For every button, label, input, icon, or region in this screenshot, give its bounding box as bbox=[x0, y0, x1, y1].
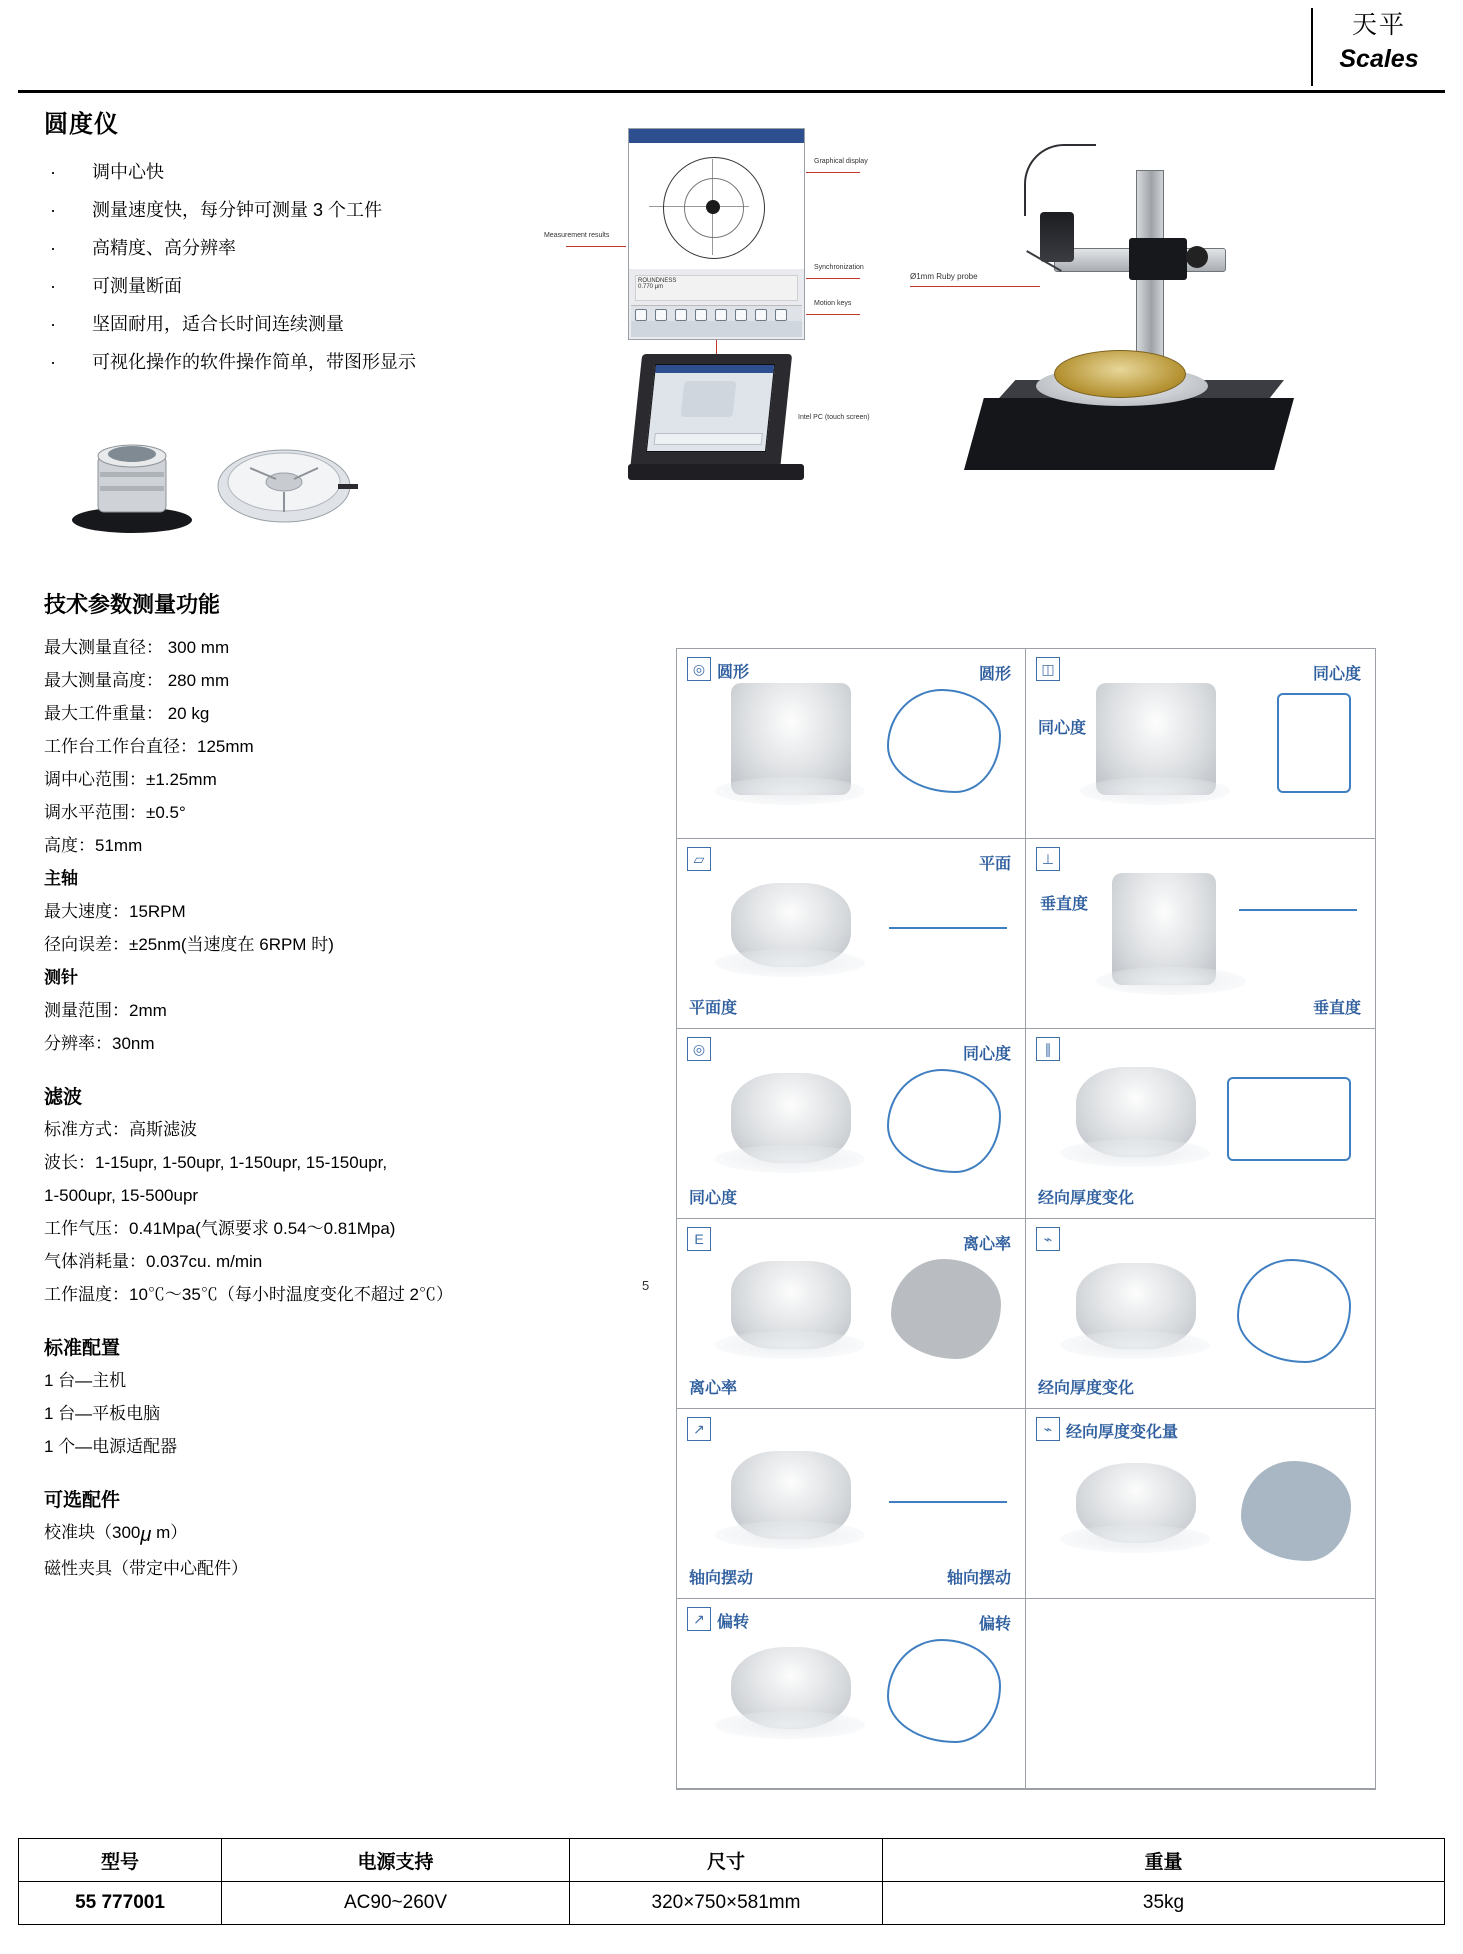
spec-line: 分辨率：30nm bbox=[44, 1034, 155, 1053]
diagram-illustration bbox=[889, 1501, 1007, 1503]
bullet-dot-icon: · bbox=[50, 314, 56, 334]
spec-line: 1 台—主机 bbox=[44, 1371, 127, 1390]
table-row bbox=[19, 1882, 1445, 1925]
ring-gauge-photo bbox=[210, 424, 360, 534]
page-title: 圆度仪 bbox=[44, 111, 119, 138]
part-illustration bbox=[731, 683, 851, 795]
toolbar-icon[interactable] bbox=[715, 309, 727, 321]
diagram-illustration bbox=[887, 689, 1001, 793]
spec-line: 标准方式：高斯滤波 bbox=[44, 1120, 197, 1139]
grid-cell bbox=[1026, 1029, 1375, 1219]
table-header-cell: 电源支持 bbox=[222, 1839, 570, 1882]
cell-label-secondary: 偏转 bbox=[978, 1616, 1011, 1633]
spec-line: 高度：51mm bbox=[44, 836, 143, 855]
cell-label-primary: 轴向摆动 bbox=[689, 1570, 754, 1587]
part-illustration bbox=[731, 883, 851, 967]
header-title-en: Scales bbox=[1339, 45, 1419, 73]
grid-cell bbox=[677, 649, 1026, 839]
callout-connector bbox=[716, 340, 717, 354]
diagram-illustration bbox=[1277, 693, 1351, 793]
toolbar-icon[interactable] bbox=[635, 309, 647, 321]
tablet-stand bbox=[628, 464, 804, 480]
software-statusbar bbox=[631, 321, 802, 337]
cell-label-primary: 经向厚度变化 bbox=[1038, 1380, 1135, 1397]
list-item bbox=[44, 305, 604, 343]
turntable-workpiece bbox=[1054, 350, 1186, 398]
software-screen-photo bbox=[544, 128, 888, 458]
product-photo-group bbox=[544, 128, 1334, 568]
bullet-dot-icon: · bbox=[50, 276, 56, 296]
spec-line: 最大速度：15RPM bbox=[44, 902, 186, 921]
table-cell-weight: 35kg bbox=[883, 1882, 1445, 1925]
cell-label-secondary: 同心度 bbox=[962, 1046, 1011, 1063]
window-titlebar bbox=[629, 129, 804, 143]
optional-heading: 可选配件 bbox=[44, 1490, 121, 1511]
callout-label-pc: Intel PC (touch screen) bbox=[798, 414, 870, 421]
gdt-symbol-icon: ⊥ bbox=[1036, 847, 1060, 871]
bullet-dot-icon: · bbox=[50, 200, 56, 220]
gdt-symbol-icon: ⌁ bbox=[1036, 1227, 1060, 1251]
gauge-head-photo bbox=[70, 420, 195, 535]
adjust-knob bbox=[1186, 246, 1208, 268]
tablet-titlebar bbox=[655, 365, 774, 373]
grid-cell bbox=[1026, 649, 1375, 839]
cell-label-secondary: 离心率 bbox=[962, 1236, 1011, 1253]
spec-line: 最大测量高度： 280 mm bbox=[44, 671, 230, 690]
gdt-symbol-icon: ◎ bbox=[687, 1037, 711, 1061]
specifications-section bbox=[44, 588, 644, 1585]
cell-label-primary: 经向厚度变化量 bbox=[1066, 1424, 1179, 1441]
grid-cell bbox=[677, 1029, 1026, 1219]
optional-text-pre: 校准块（300 bbox=[44, 1523, 141, 1542]
gdt-symbol-icon: ◫ bbox=[1036, 657, 1060, 681]
bullet-text: 测量速度快，每分钟可测量 3 个工件 bbox=[92, 200, 383, 220]
window-body bbox=[629, 143, 804, 269]
cell-label-secondary: 平面 bbox=[978, 856, 1011, 873]
diagram-illustration bbox=[889, 927, 1007, 929]
part-illustration bbox=[1112, 873, 1216, 985]
spec-line: 最大工件重量： 20 kg bbox=[44, 704, 210, 723]
toolbar-icon[interactable] bbox=[695, 309, 707, 321]
feature-bullet-list bbox=[44, 153, 604, 381]
config-heading: 标准配置 bbox=[44, 1338, 121, 1359]
part-illustration bbox=[731, 1073, 851, 1163]
bullet-dot-icon: · bbox=[50, 162, 56, 182]
intro-section bbox=[44, 104, 604, 381]
tablet-screen bbox=[646, 364, 775, 452]
page-number: 5 bbox=[642, 1278, 650, 1293]
optional-line bbox=[44, 1516, 644, 1552]
filter-heading: 滤波 bbox=[44, 1087, 83, 1108]
machine-base bbox=[964, 398, 1294, 470]
grid-cell bbox=[677, 1409, 1026, 1599]
grid-cell bbox=[1026, 1409, 1375, 1599]
callout-label-sync: Synchronization bbox=[814, 264, 864, 271]
software-toolbar bbox=[631, 305, 802, 322]
spacer bbox=[44, 1311, 644, 1333]
measurement-function-grid bbox=[676, 648, 1376, 1790]
table-cell-model: 55 777001 bbox=[19, 1882, 222, 1925]
part-illustration bbox=[1076, 1463, 1196, 1543]
page-header bbox=[0, 0, 1463, 92]
bullet-text: 调中心快 bbox=[92, 162, 164, 182]
list-item bbox=[44, 343, 604, 381]
grid-cell bbox=[677, 1219, 1026, 1409]
spec-line: 1-500upr, 15-500upr bbox=[44, 1186, 199, 1205]
cell-label-secondary: 轴向摆动 bbox=[946, 1570, 1011, 1587]
table-header-cell: 型号 bbox=[19, 1839, 222, 1882]
diagram-illustration bbox=[1239, 909, 1357, 911]
diagram-illustration bbox=[891, 1259, 1001, 1359]
gdt-symbol-icon: ∥ bbox=[1036, 1037, 1060, 1061]
table-cell-power: AC90~260V bbox=[222, 1882, 570, 1925]
tablet-device bbox=[630, 354, 792, 472]
table-header-row bbox=[19, 1839, 1445, 1882]
cell-label-primary: 平面度 bbox=[689, 1000, 738, 1017]
measurement-readout: ROUNDNESS 0.770 µm bbox=[635, 275, 798, 301]
optional-line: 磁性夹具（带定中心配件） bbox=[44, 1559, 248, 1578]
cell-label-primary: 垂直度 bbox=[1040, 896, 1089, 913]
cable bbox=[1024, 144, 1096, 216]
spindle-heading: 主轴 bbox=[44, 869, 78, 888]
spec-line: 气体消耗量：0.037cu. m/min bbox=[44, 1252, 263, 1271]
header-category-box bbox=[1311, 8, 1445, 86]
cell-label-secondary: 同心度 bbox=[1312, 666, 1361, 683]
callout-label-measurement: Measurement results bbox=[544, 232, 610, 239]
spec-line: 工作气压：0.41Mpa(气源要求 0.54～0.81Mpa) bbox=[44, 1219, 396, 1238]
roundness-tester-photo bbox=[904, 128, 1324, 498]
gdt-symbol-icon: ▱ bbox=[687, 847, 711, 871]
list-item bbox=[44, 229, 604, 267]
diagram-illustration bbox=[887, 1069, 1001, 1173]
product-spec-table bbox=[18, 1838, 1445, 1925]
cell-label-primary: 同心度 bbox=[689, 1190, 738, 1207]
micro-symbol: μ bbox=[140, 1524, 152, 1546]
bullet-dot-icon: · bbox=[50, 238, 56, 258]
tablet-toolbar bbox=[654, 433, 763, 445]
measurement-software-window bbox=[628, 128, 805, 340]
spacer bbox=[44, 1060, 644, 1082]
probe-head bbox=[1040, 212, 1074, 262]
callout-label-probe: Ø1mm Ruby probe bbox=[910, 272, 978, 281]
grid-cell bbox=[1026, 839, 1375, 1029]
gdt-symbol-icon: E bbox=[687, 1227, 711, 1251]
gdt-symbol-icon: ↗ bbox=[687, 1607, 711, 1631]
bullet-text: 高精度、高分辨率 bbox=[92, 238, 236, 258]
gdt-symbol-icon: ↗ bbox=[687, 1417, 711, 1441]
probe-heading: 测针 bbox=[44, 968, 78, 987]
part-illustration bbox=[1076, 1067, 1196, 1157]
spec-line: 径向误差：±25nm(当速度在 6RPM 时) bbox=[44, 935, 334, 954]
arm-clamp bbox=[1129, 238, 1187, 280]
bullet-text: 坚固耐用，适合长时间连续测量 bbox=[92, 314, 344, 334]
callout-line-motion bbox=[806, 314, 860, 315]
spec-line: 最大测量直径： 300 mm bbox=[44, 638, 230, 657]
roundness-polar-plot bbox=[663, 157, 765, 259]
cell-label-primary: 偏转 bbox=[717, 1614, 750, 1631]
callout-label-graphical: Graphical display bbox=[814, 158, 868, 165]
grid-cell-empty bbox=[1026, 1599, 1375, 1789]
list-item bbox=[44, 191, 604, 229]
cell-label-primary: 同心度 bbox=[1038, 720, 1087, 737]
spec-line: 1 台—平板电脑 bbox=[44, 1404, 161, 1423]
list-item bbox=[44, 267, 604, 305]
callout-line-graphical bbox=[806, 172, 860, 173]
header-divider bbox=[18, 90, 1445, 93]
part-illustration bbox=[1076, 1263, 1196, 1349]
grid-cell bbox=[677, 839, 1026, 1029]
cell-label-secondary: 圆形 bbox=[978, 666, 1011, 683]
spec-line: 工作温度：10℃～35℃（每小时温度变化不超过 2℃） bbox=[44, 1285, 453, 1304]
optional-text-post: m） bbox=[151, 1523, 188, 1542]
specs-heading: 技术参数测量功能 bbox=[44, 592, 221, 617]
part-illustration bbox=[1096, 683, 1216, 795]
callout-line-measurement bbox=[566, 246, 626, 247]
part-illustration bbox=[731, 1451, 851, 1539]
diagram-illustration bbox=[1227, 1077, 1351, 1161]
spec-line: 调水平范围：±0.5° bbox=[44, 803, 186, 822]
spec-line: 调中心范围：±1.25mm bbox=[44, 770, 217, 789]
diagram-illustration bbox=[1237, 1259, 1351, 1363]
cell-label-primary: 经向厚度变化 bbox=[1038, 1190, 1135, 1207]
callout-label-motion: Motion keys bbox=[814, 300, 852, 307]
cell-label-primary: 离心率 bbox=[689, 1380, 738, 1397]
spec-line: 工作台工作台直径：125mm bbox=[44, 737, 254, 756]
grid-cell bbox=[677, 1599, 1026, 1789]
tablet-graphic bbox=[681, 381, 737, 417]
table-header-cell: 重量 bbox=[883, 1839, 1445, 1882]
bullet-text: 可测量断面 bbox=[92, 276, 182, 296]
list-item bbox=[44, 153, 604, 191]
callout-line-probe bbox=[910, 286, 1040, 287]
table-header-cell: 尺寸 bbox=[570, 1839, 883, 1882]
spec-line: 波长：1-15upr, 1-50upr, 1-150upr, 15-150upr, bbox=[44, 1153, 388, 1172]
toolbar-icon[interactable] bbox=[775, 309, 787, 321]
cell-label-secondary: 垂直度 bbox=[1312, 1000, 1361, 1017]
spec-line: 测量范围：2mm bbox=[44, 1001, 167, 1020]
spacer bbox=[44, 1463, 644, 1485]
spec-line: 1 个—电源适配器 bbox=[44, 1437, 178, 1456]
grid-cell bbox=[1026, 1219, 1375, 1409]
toolbar-icon[interactable] bbox=[755, 309, 767, 321]
diagram-illustration bbox=[1241, 1461, 1351, 1561]
diagram-illustration bbox=[887, 1639, 1001, 1743]
gdt-symbol-icon: ◎ bbox=[687, 657, 711, 681]
callout-line-sync bbox=[806, 278, 860, 279]
part-illustration bbox=[731, 1647, 851, 1729]
header-title-cn: 天平 bbox=[1351, 11, 1406, 39]
gdt-symbol-icon: ⌁ bbox=[1036, 1417, 1060, 1441]
part-illustration bbox=[731, 1261, 851, 1349]
table-cell-size: 320×750×581mm bbox=[570, 1882, 883, 1925]
toolbar-icon[interactable] bbox=[735, 309, 747, 321]
toolbar-icon[interactable] bbox=[675, 309, 687, 321]
cell-label-primary: 圆形 bbox=[717, 664, 750, 681]
toolbar-icon[interactable] bbox=[655, 309, 667, 321]
bullet-dot-icon: · bbox=[50, 352, 56, 372]
bullet-text: 可视化操作的软件操作简单，带图形显示 bbox=[92, 352, 416, 372]
accessory-photos bbox=[60, 410, 380, 540]
